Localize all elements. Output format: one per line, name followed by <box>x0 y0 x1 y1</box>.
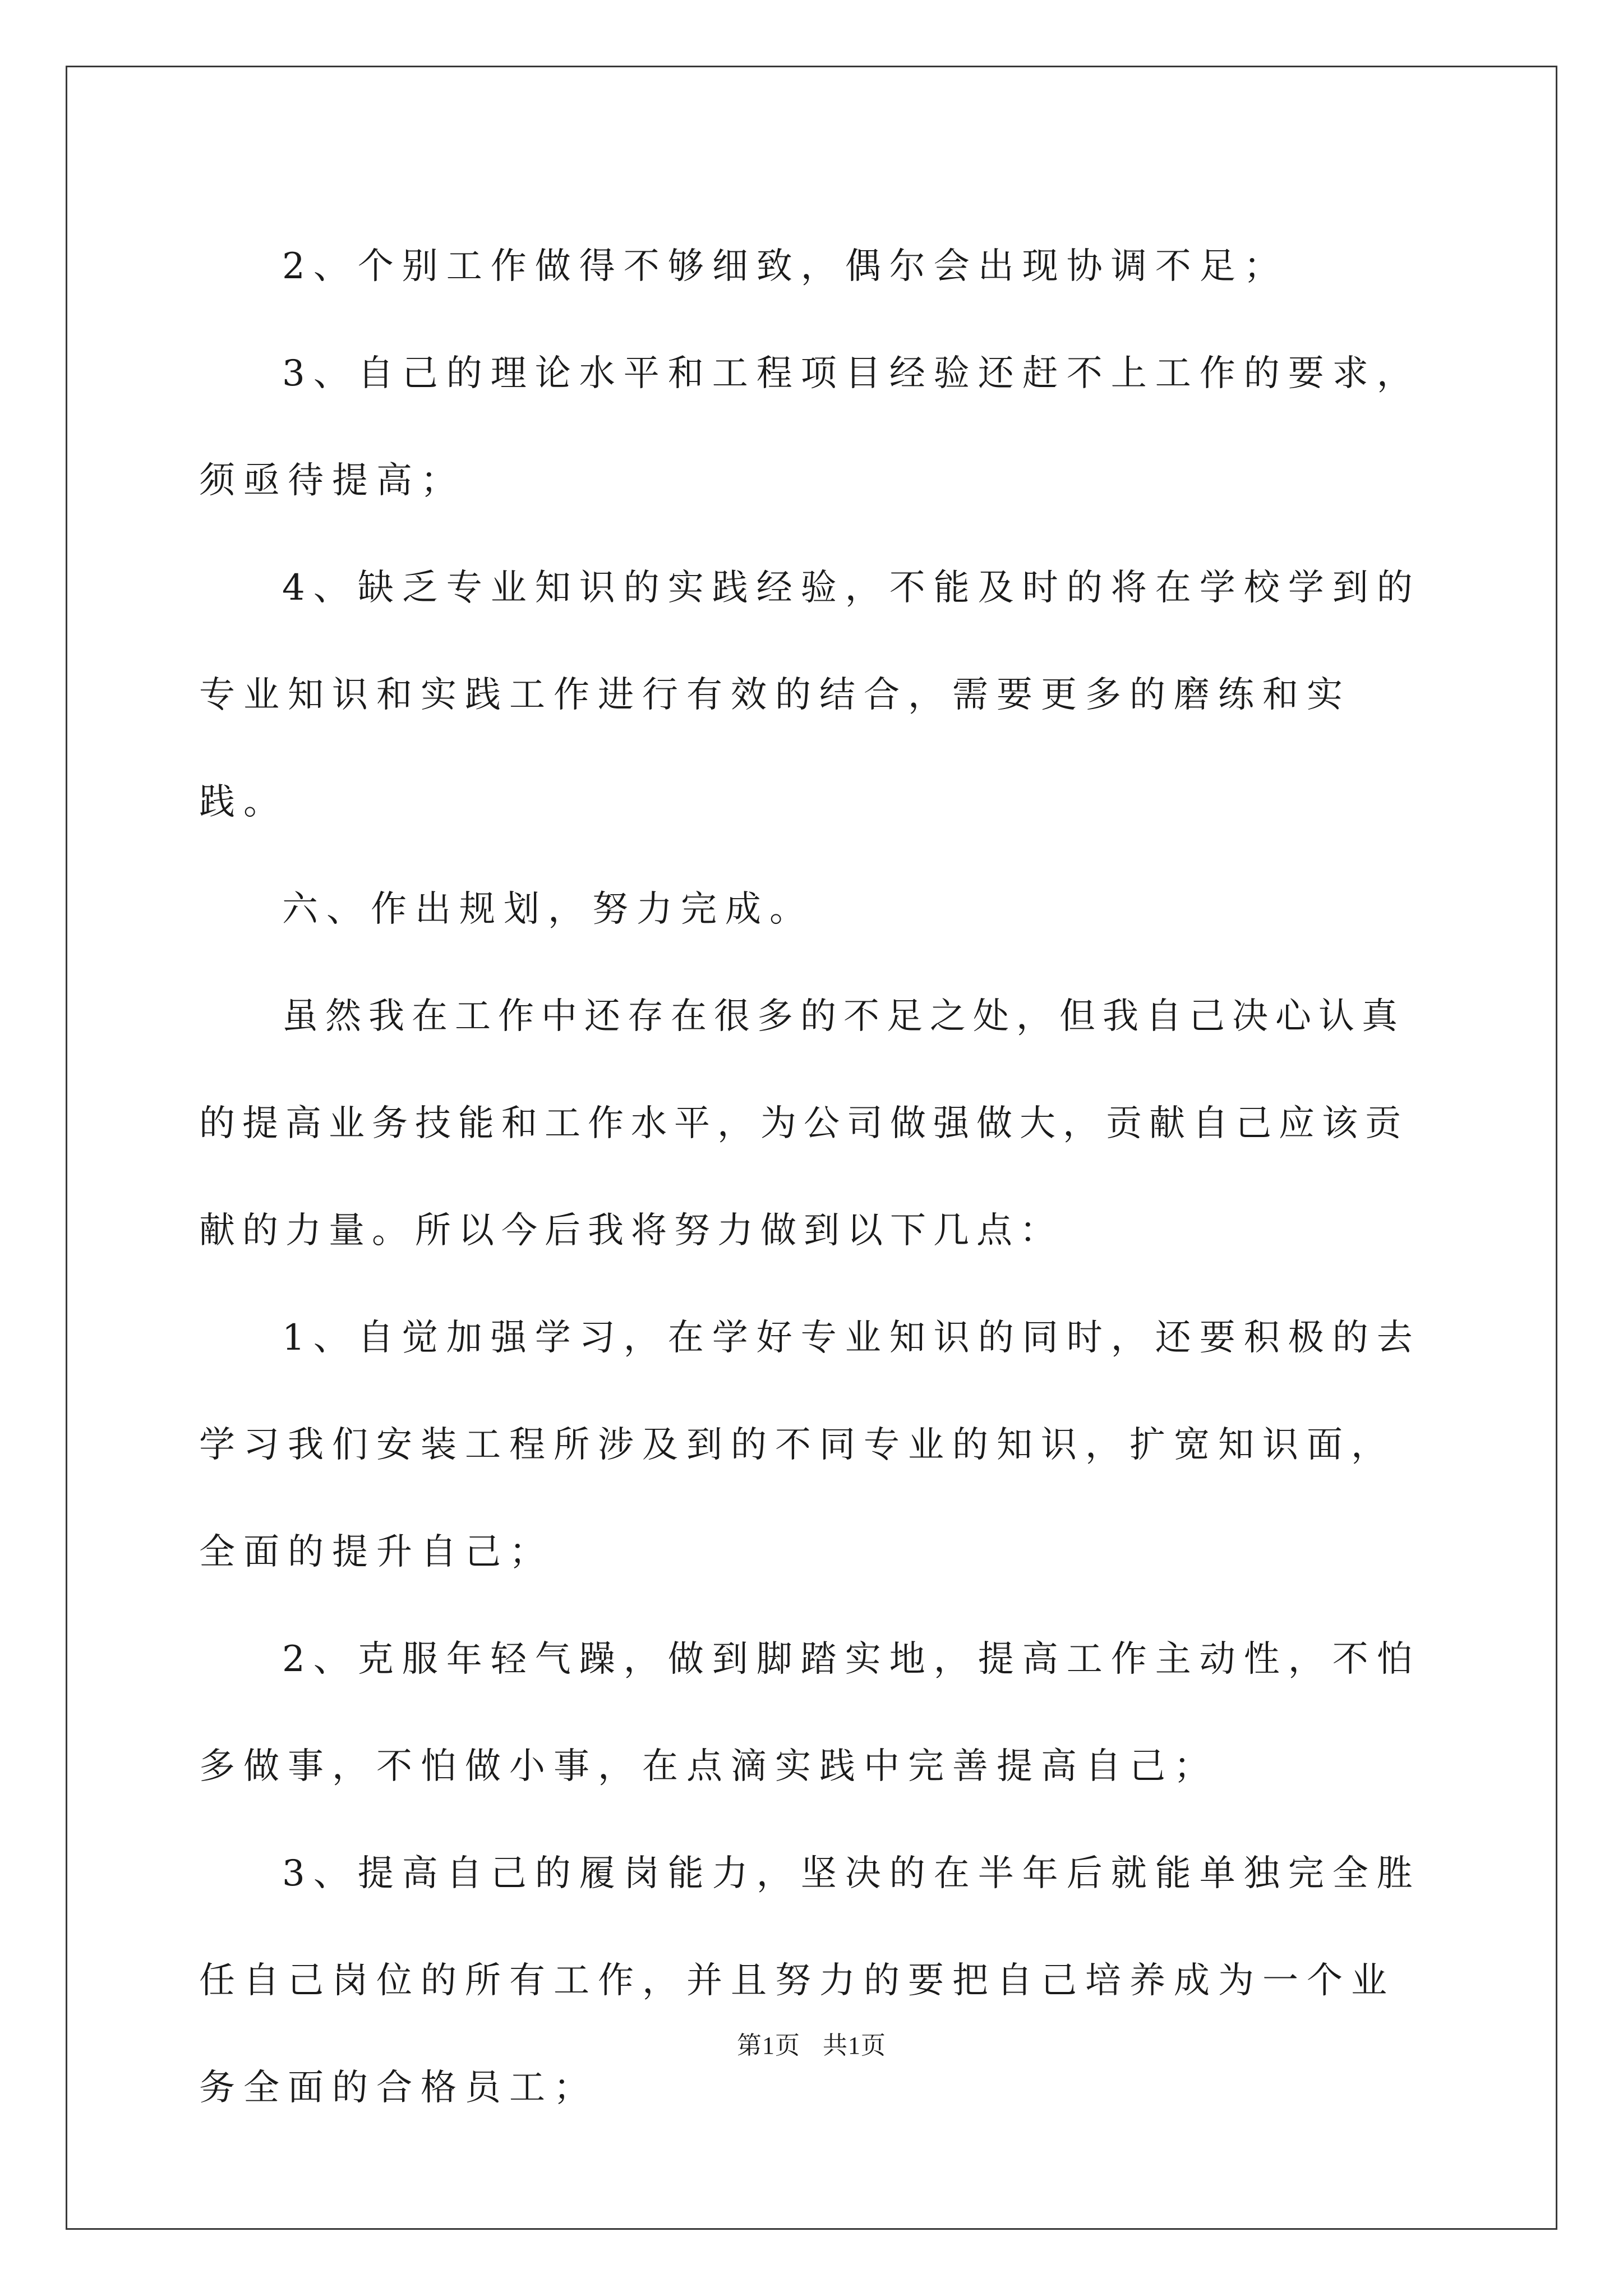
paragraph-plan-3: 3、提高自己的履岗能力，坚决的在半年后就能单独完全胜任自己岗位的所有工作，并且努力的要把自己培养成为一个业务全面的合格员工； <box>199 1853 1421 2109</box>
paragraph-plan-2: 2、克服年轻气躁，做到脚踏实地，提高工作主动性，不怕多做事，不怕做小事，在点滴实践中完善提高自己； <box>199 1639 1421 1787</box>
paragraph-shortcoming-2: 2、个别工作做得不够细致，偶尔会出现协调不足； <box>282 246 1288 287</box>
document-body <box>199 213 1433 2142</box>
paragraph-plan-intro: 虽然我在工作中还存在很多的不足之处，但我自己决心认真的提高业务技能和工作水平，为公司做强做大，贡献自己应该贡献的力量。所以今后我将努力做到以下几点： <box>199 996 1408 1251</box>
page-footer <box>0 2025 1623 2061</box>
page-number: 第1页 <box>737 2032 800 2059</box>
paragraph-shortcoming-3: 3、自己的理论水平和工程项目经验还赶不上工作的要求，须亟待提高； <box>199 353 1421 501</box>
paragraph-shortcoming-4: 4、缺乏专业知识的实践经验，不能及时的将在学校学到的专业知识和实践工作进行有效的结合，需要更多的磨练和实践。 <box>199 567 1421 823</box>
paragraph-plan-1: 1、自觉加强学习，在学好专业知识的同时，还要积极的去学习我们安装工程所涉及到的不同专业的知识，扩宽知识面，全面的提升自己； <box>199 1317 1421 1573</box>
page-total: 共1页 <box>823 2032 886 2059</box>
section-heading-six: 六、作出规划，努力完成。 <box>282 889 814 930</box>
